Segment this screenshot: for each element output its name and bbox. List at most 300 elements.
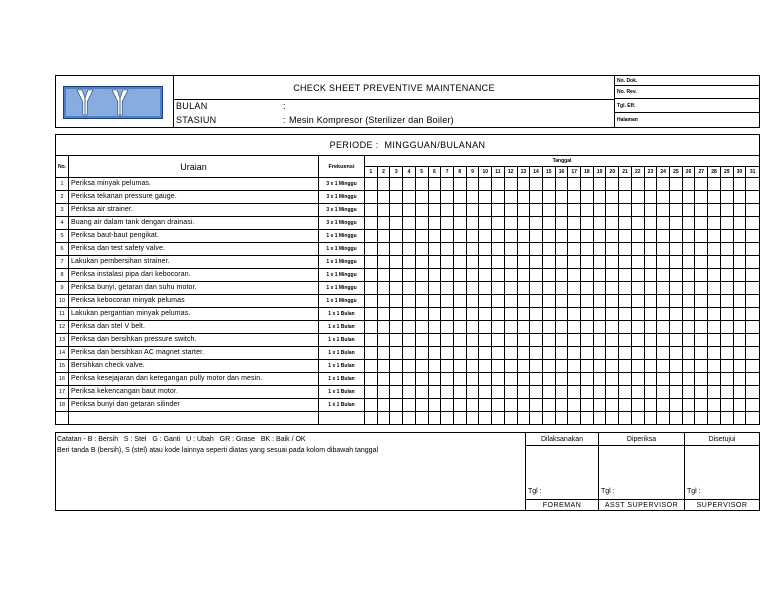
day-check-cell xyxy=(467,399,480,412)
day-check-cell xyxy=(734,360,747,373)
day-check-cell xyxy=(454,321,467,334)
company-logo xyxy=(63,86,163,119)
day-check-cell xyxy=(479,282,492,295)
row-number: 13 xyxy=(56,334,69,347)
day-check-cell xyxy=(416,386,429,399)
day-check-cell xyxy=(708,347,721,360)
day-check-cell xyxy=(734,334,747,347)
day-check-cell xyxy=(543,204,556,217)
checklist-section xyxy=(55,134,760,425)
day-check-cell xyxy=(594,347,607,360)
day-check-cell xyxy=(670,399,683,412)
day-check-cell xyxy=(734,178,747,191)
day-check-cell xyxy=(683,282,696,295)
day-check-cell xyxy=(670,282,683,295)
day-check-cell xyxy=(645,347,658,360)
day-check-cell xyxy=(632,412,645,424)
day-check-cell xyxy=(721,386,734,399)
day-check-cell xyxy=(378,347,391,360)
day-check-cell xyxy=(492,191,505,204)
day-check-cell xyxy=(390,230,403,243)
day-check-cell xyxy=(568,308,581,321)
day-check-cell xyxy=(568,178,581,191)
header-tanggal: Tanggal xyxy=(365,156,759,167)
day-check-cell xyxy=(721,230,734,243)
day-number: 11 xyxy=(492,167,505,178)
day-check-cell xyxy=(530,269,543,282)
day-check-cell xyxy=(492,308,505,321)
day-check-cell xyxy=(416,321,429,334)
day-check-cell xyxy=(403,256,416,269)
day-check-cell xyxy=(670,191,683,204)
day-check-cell xyxy=(479,269,492,282)
day-check-cell xyxy=(454,178,467,191)
day-check-cell xyxy=(594,230,607,243)
day-check-cell xyxy=(568,191,581,204)
day-check-cell xyxy=(365,295,378,308)
day-check-cell xyxy=(556,386,569,399)
task-frequency: 1 x 1 Bulan xyxy=(319,321,365,334)
day-check-cell xyxy=(606,282,619,295)
day-check-cell xyxy=(734,308,747,321)
day-check-cell xyxy=(721,399,734,412)
day-check-cell xyxy=(492,282,505,295)
day-check-cell xyxy=(746,308,759,321)
day-check-cell xyxy=(594,256,607,269)
day-check-cell xyxy=(568,360,581,373)
day-check-cell xyxy=(695,334,708,347)
task-frequency: 1 x 1 Bulan xyxy=(319,360,365,373)
day-check-cell xyxy=(606,178,619,191)
day-check-cell xyxy=(721,360,734,373)
day-check-cell xyxy=(746,269,759,282)
day-check-cell xyxy=(479,386,492,399)
day-number: 16 xyxy=(556,167,569,178)
day-check-cell xyxy=(606,386,619,399)
row-number: 8 xyxy=(56,269,69,282)
day-check-cell xyxy=(467,308,480,321)
day-check-cell xyxy=(416,191,429,204)
day-check-cell xyxy=(467,360,480,373)
day-check-cell xyxy=(657,269,670,282)
day-check-cell xyxy=(518,230,531,243)
day-check-cell xyxy=(746,282,759,295)
signature-checked xyxy=(598,433,684,510)
day-check-cell xyxy=(734,256,747,269)
day-check-cell xyxy=(441,334,454,347)
day-check-cell xyxy=(734,399,747,412)
day-check-cell xyxy=(581,295,594,308)
day-check-cell xyxy=(606,399,619,412)
day-check-cell xyxy=(556,412,569,424)
day-check-cell xyxy=(708,373,721,386)
signature-executed xyxy=(525,433,598,510)
day-check-cell xyxy=(390,308,403,321)
day-check-cell xyxy=(492,269,505,282)
day-check-cell xyxy=(441,360,454,373)
day-number: 3 xyxy=(390,167,403,178)
day-check-cell xyxy=(619,360,632,373)
day-check-cell xyxy=(683,399,696,412)
day-check-cell xyxy=(746,230,759,243)
day-check-cell xyxy=(695,178,708,191)
day-check-cell xyxy=(581,282,594,295)
blank-task-frequency xyxy=(319,412,365,424)
day-check-cell xyxy=(390,295,403,308)
day-check-cell xyxy=(581,178,594,191)
day-check-cell xyxy=(708,243,721,256)
day-check-cell xyxy=(734,191,747,204)
day-check-cell xyxy=(568,347,581,360)
day-check-cell xyxy=(594,386,607,399)
day-check-cell xyxy=(378,178,391,191)
day-check-cell xyxy=(378,204,391,217)
day-check-cell xyxy=(543,191,556,204)
day-check-cell xyxy=(556,295,569,308)
day-number: 13 xyxy=(518,167,531,178)
day-check-cell xyxy=(632,243,645,256)
day-check-cell xyxy=(403,386,416,399)
day-check-cell xyxy=(479,399,492,412)
task-description: Lakukan pergantian minyak pelumas. xyxy=(69,308,319,321)
day-number: 21 xyxy=(619,167,632,178)
day-check-cell xyxy=(403,399,416,412)
day-check-cell xyxy=(683,217,696,230)
task-description: Periksa dan bersihkan pressure switch. xyxy=(69,334,319,347)
row-number: 18 xyxy=(56,399,69,412)
day-check-cell xyxy=(581,412,594,424)
day-check-cell xyxy=(556,399,569,412)
day-number: 24 xyxy=(657,167,670,178)
day-check-cell xyxy=(721,217,734,230)
task-frequency: 1 x 1 Bulan xyxy=(319,308,365,321)
day-check-cell xyxy=(429,230,442,243)
row-number: 7 xyxy=(56,256,69,269)
day-check-cell xyxy=(429,269,442,282)
day-check-cell xyxy=(645,386,658,399)
day-check-cell xyxy=(619,347,632,360)
day-check-cell xyxy=(492,360,505,373)
document-title: CHECK SHEET PREVENTIVE MAINTENANCE xyxy=(174,76,614,100)
day-check-cell xyxy=(505,334,518,347)
day-number: 25 xyxy=(670,167,683,178)
day-check-cell xyxy=(708,412,721,424)
task-description: Periksa dan bersihkan AC magnet starter. xyxy=(69,347,319,360)
task-description: Periksa kebocoran minyak pelumas xyxy=(69,295,319,308)
day-check-cell xyxy=(365,178,378,191)
day-check-cell xyxy=(390,204,403,217)
day-check-cell xyxy=(403,230,416,243)
day-check-cell xyxy=(441,373,454,386)
day-check-cell xyxy=(568,321,581,334)
day-number: 30 xyxy=(734,167,747,178)
checklist-table xyxy=(56,156,759,424)
day-check-cell xyxy=(695,217,708,230)
day-check-cell xyxy=(530,347,543,360)
day-check-cell xyxy=(518,217,531,230)
day-check-cell xyxy=(543,217,556,230)
day-check-cell xyxy=(479,373,492,386)
day-check-cell xyxy=(581,334,594,347)
day-check-cell xyxy=(632,230,645,243)
day-check-cell xyxy=(645,243,658,256)
day-check-cell xyxy=(657,243,670,256)
day-check-cell xyxy=(518,282,531,295)
day-check-cell xyxy=(695,191,708,204)
day-check-cell xyxy=(378,217,391,230)
day-check-cell xyxy=(378,308,391,321)
day-number: 10 xyxy=(479,167,492,178)
day-check-cell xyxy=(683,178,696,191)
day-check-cell xyxy=(492,230,505,243)
task-description: Periksa dan test safety valve. xyxy=(69,243,319,256)
day-check-cell xyxy=(365,308,378,321)
day-check-cell xyxy=(365,360,378,373)
day-check-cell xyxy=(708,334,721,347)
day-check-cell xyxy=(429,217,442,230)
day-check-cell xyxy=(403,308,416,321)
row-number: 17 xyxy=(56,386,69,399)
day-check-cell xyxy=(378,256,391,269)
day-check-cell xyxy=(645,308,658,321)
day-check-cell xyxy=(645,230,658,243)
day-check-cell xyxy=(657,321,670,334)
day-check-cell xyxy=(378,191,391,204)
bulan-row xyxy=(174,100,614,113)
day-check-cell xyxy=(708,386,721,399)
day-check-cell xyxy=(645,217,658,230)
day-check-cell xyxy=(606,308,619,321)
day-check-cell xyxy=(708,178,721,191)
day-check-cell xyxy=(619,217,632,230)
day-check-cell xyxy=(429,308,442,321)
task-frequency: 1 x 1 Minggu xyxy=(319,295,365,308)
document-header xyxy=(55,75,760,128)
day-check-cell xyxy=(581,230,594,243)
day-check-cell xyxy=(429,399,442,412)
day-check-cell xyxy=(619,412,632,424)
day-check-cell xyxy=(416,347,429,360)
day-check-cell xyxy=(632,373,645,386)
day-check-cell xyxy=(619,178,632,191)
day-check-cell xyxy=(505,412,518,424)
day-check-cell xyxy=(403,282,416,295)
day-check-cell xyxy=(606,256,619,269)
task-description: Periksa dan stel V belt. xyxy=(69,321,319,334)
day-check-cell xyxy=(390,269,403,282)
day-check-cell xyxy=(543,386,556,399)
day-check-cell xyxy=(454,399,467,412)
day-check-cell xyxy=(492,204,505,217)
day-check-cell xyxy=(645,204,658,217)
day-check-cell xyxy=(390,334,403,347)
day-check-cell xyxy=(365,399,378,412)
signature-date-label: Tgl : xyxy=(601,488,615,495)
day-check-cell xyxy=(632,204,645,217)
day-check-cell xyxy=(556,191,569,204)
day-check-cell xyxy=(441,269,454,282)
day-check-cell xyxy=(556,347,569,360)
task-frequency: 3 x 1 Minggu xyxy=(319,178,365,191)
day-number: 27 xyxy=(695,167,708,178)
day-check-cell xyxy=(416,204,429,217)
day-check-cell xyxy=(390,217,403,230)
day-check-cell xyxy=(721,308,734,321)
day-check-cell xyxy=(645,191,658,204)
day-check-cell xyxy=(429,373,442,386)
day-check-cell xyxy=(695,347,708,360)
day-check-cell xyxy=(492,178,505,191)
day-check-cell xyxy=(670,230,683,243)
day-check-cell xyxy=(530,360,543,373)
day-check-cell xyxy=(505,256,518,269)
day-check-cell xyxy=(746,191,759,204)
day-check-cell xyxy=(441,230,454,243)
signature-approved xyxy=(684,433,759,510)
notes-and-approval xyxy=(55,432,760,511)
day-check-cell xyxy=(708,256,721,269)
day-check-cell xyxy=(505,399,518,412)
day-check-cell xyxy=(492,412,505,424)
day-check-cell xyxy=(416,399,429,412)
task-frequency: 1 x 1 Bulan xyxy=(319,347,365,360)
day-check-cell xyxy=(734,412,747,424)
revision-number-label: No. Rev. xyxy=(615,86,759,99)
day-check-cell xyxy=(543,308,556,321)
page-label: Halaman xyxy=(617,117,638,123)
day-check-cell xyxy=(403,243,416,256)
task-description: Bersihkan check valve. xyxy=(69,360,319,373)
day-check-cell xyxy=(365,243,378,256)
day-check-cell xyxy=(518,334,531,347)
day-check-cell xyxy=(632,334,645,347)
day-check-cell xyxy=(505,282,518,295)
day-check-cell xyxy=(619,373,632,386)
day-check-cell xyxy=(454,347,467,360)
day-check-cell xyxy=(390,191,403,204)
day-check-cell xyxy=(657,204,670,217)
day-check-cell xyxy=(479,308,492,321)
day-check-cell xyxy=(670,243,683,256)
day-check-cell xyxy=(467,178,480,191)
day-number: 17 xyxy=(568,167,581,178)
day-check-cell xyxy=(645,412,658,424)
day-check-cell xyxy=(734,347,747,360)
day-check-cell xyxy=(645,399,658,412)
stasiun-colon: : xyxy=(283,115,286,125)
day-check-cell xyxy=(645,269,658,282)
day-check-cell xyxy=(518,360,531,373)
day-check-cell xyxy=(365,191,378,204)
day-check-cell xyxy=(606,360,619,373)
day-check-cell xyxy=(479,347,492,360)
day-check-cell xyxy=(670,347,683,360)
day-check-cell xyxy=(479,334,492,347)
task-description: Periksa baut-baut pengikat. xyxy=(69,230,319,243)
day-check-cell xyxy=(416,230,429,243)
day-check-cell xyxy=(441,412,454,424)
day-check-cell xyxy=(683,321,696,334)
signature-heading: Diperiksa xyxy=(599,433,684,446)
day-check-cell xyxy=(492,243,505,256)
day-check-cell xyxy=(378,360,391,373)
task-frequency: 1 x 1 Minggu xyxy=(319,230,365,243)
day-check-cell xyxy=(518,347,531,360)
day-check-cell xyxy=(403,412,416,424)
day-check-cell xyxy=(683,373,696,386)
day-check-cell xyxy=(619,399,632,412)
day-check-cell xyxy=(721,204,734,217)
day-check-cell xyxy=(683,269,696,282)
day-check-cell xyxy=(390,243,403,256)
day-check-cell xyxy=(581,360,594,373)
header-info xyxy=(174,76,615,127)
day-check-cell xyxy=(670,334,683,347)
day-check-cell xyxy=(429,243,442,256)
row-number: 16 xyxy=(56,373,69,386)
day-check-cell xyxy=(581,204,594,217)
day-check-cell xyxy=(403,217,416,230)
day-check-cell xyxy=(734,204,747,217)
day-number: 28 xyxy=(708,167,721,178)
day-check-cell xyxy=(746,347,759,360)
task-frequency: 1 x 1 Bulan xyxy=(319,399,365,412)
day-check-cell xyxy=(670,412,683,424)
day-check-cell xyxy=(568,269,581,282)
day-check-cell xyxy=(441,347,454,360)
day-check-cell xyxy=(530,308,543,321)
day-check-cell xyxy=(429,360,442,373)
day-check-cell xyxy=(416,334,429,347)
day-check-cell xyxy=(670,269,683,282)
day-check-cell xyxy=(365,217,378,230)
day-check-cell xyxy=(467,412,480,424)
day-check-cell xyxy=(734,386,747,399)
day-check-cell xyxy=(492,217,505,230)
day-check-cell xyxy=(746,256,759,269)
day-check-cell xyxy=(505,230,518,243)
task-frequency: 1 x 1 Bulan xyxy=(319,334,365,347)
day-check-cell xyxy=(708,230,721,243)
day-check-cell xyxy=(429,256,442,269)
signature-role: FOREMAN xyxy=(526,499,598,510)
day-check-cell xyxy=(467,204,480,217)
day-check-cell xyxy=(479,204,492,217)
day-check-cell xyxy=(606,243,619,256)
task-description: Periksa kekencangan baut motor. xyxy=(69,386,319,399)
day-check-cell xyxy=(657,191,670,204)
day-number: 18 xyxy=(581,167,594,178)
logo-cell xyxy=(56,76,174,127)
day-check-cell xyxy=(734,230,747,243)
day-check-cell xyxy=(594,334,607,347)
day-number: 6 xyxy=(429,167,442,178)
day-check-cell xyxy=(721,243,734,256)
day-check-cell xyxy=(657,399,670,412)
day-check-cell xyxy=(632,282,645,295)
day-number: 5 xyxy=(416,167,429,178)
day-check-cell xyxy=(543,399,556,412)
day-check-cell xyxy=(619,269,632,282)
day-check-cell xyxy=(568,282,581,295)
day-check-cell xyxy=(543,347,556,360)
day-check-cell xyxy=(568,204,581,217)
day-check-cell xyxy=(467,256,480,269)
day-check-cell xyxy=(670,386,683,399)
day-check-cell xyxy=(505,360,518,373)
day-check-cell xyxy=(454,373,467,386)
day-check-cell xyxy=(645,178,658,191)
